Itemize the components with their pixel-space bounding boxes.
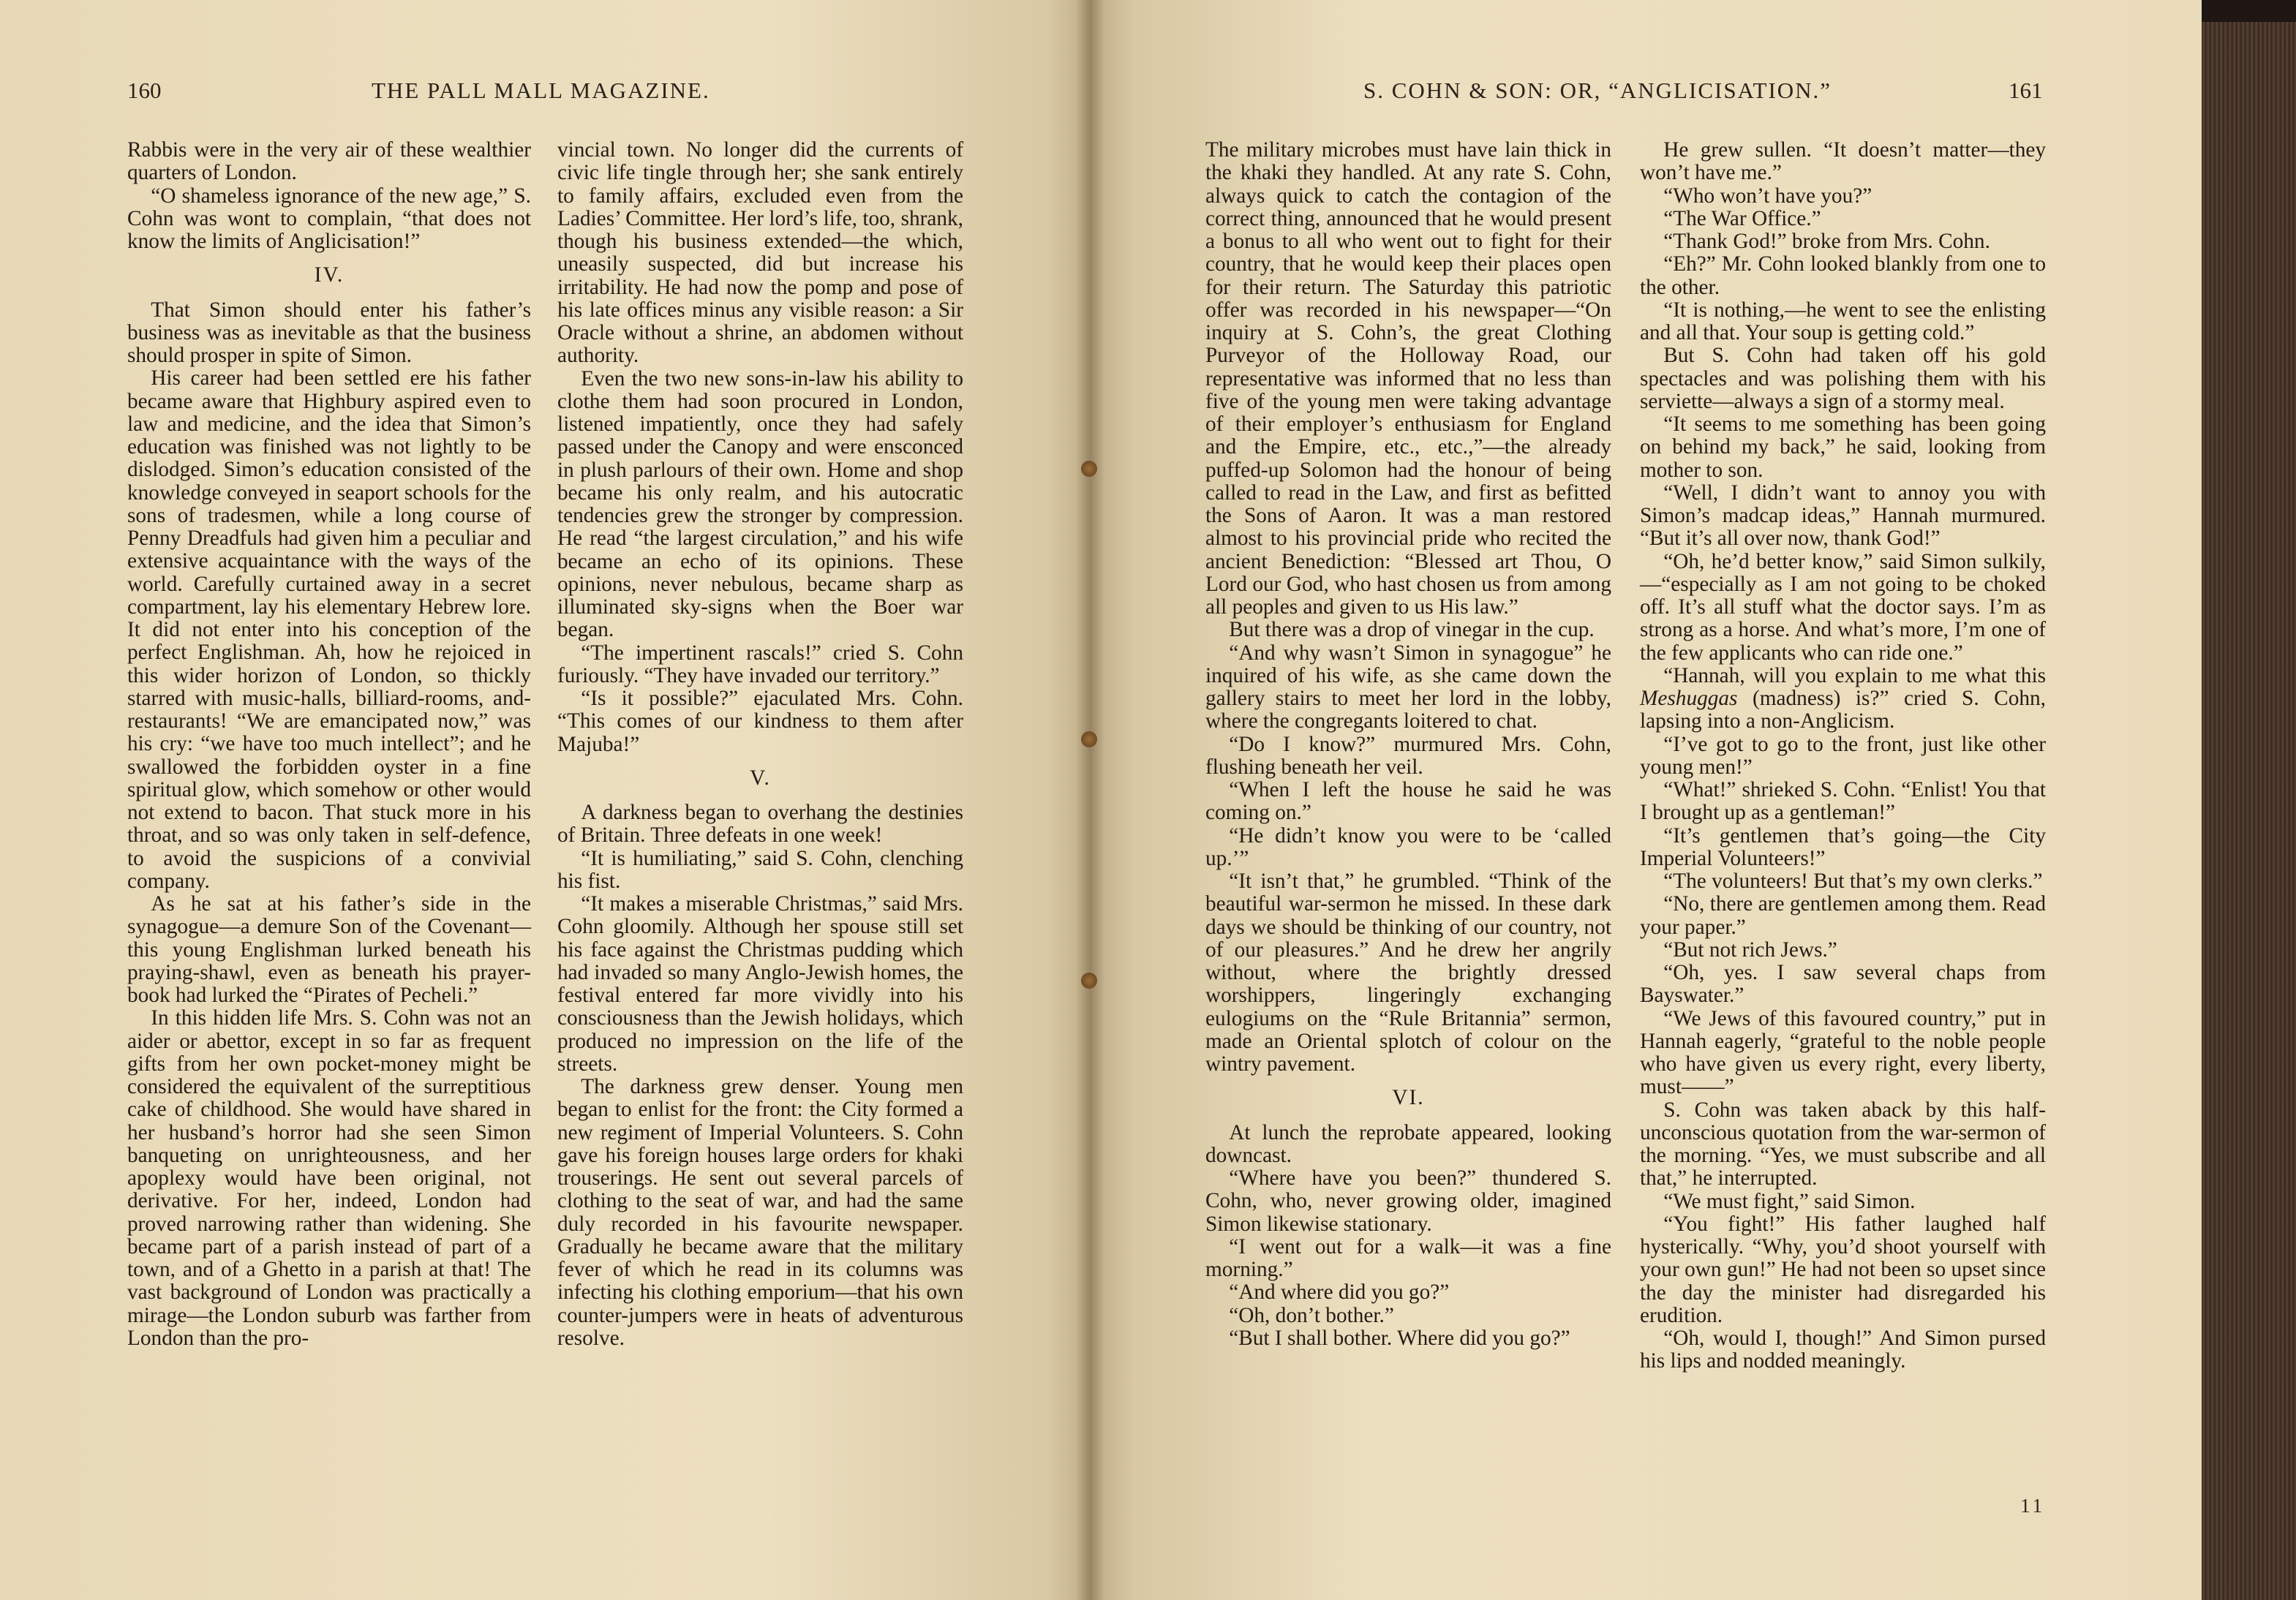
- paragraph: “Oh, yes. I saw several chaps from Bayswater.”: [1640, 961, 2046, 1008]
- paragraph: “Where have you been?” thundered S. Cohn, who, never growing older, imagined Simon likewise stationary.: [1205, 1166, 1611, 1236]
- book-fore-edge: [2202, 0, 2296, 1600]
- paragraph: His career had been settled ere his father became aware that Highbury aspired even to law and medicine, and the idea that Simon’s education was finished was not lightly to be dislodged. Simon’s education consisted of the knowledge conveyed in seaport schools for the sons of tradesmen, while a long course of Penny Dreadfuls had given him a peculiar and extensive acquaintance with the ways of the world. Carefully curtained away in a secret compartment, lay his elementary Hebrew lore. It did not enter into his conception of the perfect Englishman. Ah, how he rejoiced in this wider horizon of London, so thickly starred with music-halls, billiard-rooms, and-restaurants! “We are emancipated now,” was his cry: “we have too much intellect”; and he swallowed the forbidden oyster in a fine spiritual glow, which somehow or other would not extend to bacon. That stuck more in his throat, and so was only taken in self-defence, to avoid the suspicions of a convivial company.: [127, 366, 531, 893]
- paragraph: “And why wasn’t Simon in synagogue” he inquired of his wife, as she came down the gallery stairs to meet her lord in the lobby, where the congregants loitered to chat.: [1205, 641, 1611, 733]
- page-number-left: 160: [127, 78, 162, 103]
- paragraph: “Who won’t have you?”: [1663, 184, 1872, 208]
- right-column-1: [1205, 139, 1611, 1350]
- binding-thread-mark: [1081, 731, 1097, 747]
- page-number-right: 161: [2009, 78, 2043, 103]
- paragraph: “I’ve got to go to the front, just like other young men!”: [1640, 732, 2046, 779]
- right-page: [1090, 0, 2202, 1600]
- running-head-right: S. COHN & SON: OR, “ANGLICISATION.”: [1363, 78, 1832, 103]
- paragraph: “Is it possible?” ejaculated Mrs. Cohn. “This comes of our kindness to them after Majuba!”: [557, 687, 963, 756]
- section-heading: V.: [750, 766, 771, 790]
- paragraph: “O shameless ignorance of the new age,” S. Cohn was wont to complain, “that does not know the limits of Anglicisation!”: [127, 184, 531, 253]
- binding-thread-mark: [1081, 461, 1097, 477]
- paragraph: The military microbes must have lain thick in the khaki they handled. At any rate S. Cohn, always quick to catch the contagion of the correct thing, announced that he would present a bonus to all who went out to fight for their country, that he would keep their places open for their return. The Saturday this patriotic offer was recorded in his newspaper—“On inquiry at S. Cohn’s, the great Clothing Purveyor of the Holloway Road, our representative was informed that no less than five of the young men were taking advantage of their employer’s enthusiasm for England and the Empire, etc., etc.,”—the already puffed-up Solomon had the honour of being called to read in the Law, and first as befitted the Sons of Aaron. It was a man restored almost to his provincial pride who recited the ancient Benediction: “Blessed art Thou, O Lord our God, who hast chosen us from among all peoples and given to us His law.”: [1205, 138, 1611, 619]
- paragraph: “Hannah, will you explain to me what this Meshuggas (madness) is?” cried S. Cohn, lapsing into a non-Anglicism.: [1640, 663, 2046, 733]
- paragraph: But S. Cohn had taken off his gold spectacles and was polishing them with his serviette—always a sign of a stormy meal.: [1640, 344, 2046, 413]
- paragraph: “We must fight,” said Simon.: [1663, 1189, 1916, 1213]
- paragraph: “And where did you go?”: [1229, 1280, 1450, 1305]
- paragraph: “He didn’t know you were to be ‘called up.’”: [1205, 823, 1611, 870]
- paragraph: “No, there are gentlemen among them. Read your paper.”: [1640, 892, 2046, 939]
- paragraph: “When I left the house he said he was coming on.”: [1205, 778, 1611, 825]
- paragraph: “What!” shrieked S. Cohn. “Enlist! You that I brought up as a gentleman!”: [1640, 778, 2046, 825]
- paragraph: Even the two new sons-in-law his ability to clothe them had soon procured in London, listened impatiently, once they had safely passed under the Canopy and were ensconced in plush parlours of their own. Home and shop became his only realm, and his autocratic tendencies grew the stronger by compression. He read “the largest circulation,” and his wife became an echo of its opinions. These opinions, never nebulous, became sharp as illuminated sky-signs when the Boer war began.: [557, 366, 963, 642]
- paragraph: “Oh, don’t bother.”: [1229, 1303, 1394, 1327]
- paragraph: “I went out for a walk—it was a fine morning.”: [1205, 1234, 1611, 1281]
- right-column-2: [1640, 139, 2046, 1373]
- paragraph: “Well, I didn’t want to annoy you with Simon’s madcap ideas,” Hannah murmured. “But it’s all over now, thank God!”: [1640, 480, 2046, 551]
- paragraph: But there was a drop of vinegar in the cup.: [1229, 618, 1595, 642]
- paragraph: In this hidden life Mrs. S. Cohn was not an aider or abettor, except in so far as frequent gifts from her own pocket-money might be considered the equivalent of the surreptitious cake of childhood. She would have shared in her husband’s horror had she seen Simon banqueting on unrighteousness, and her apoplexy would have been original, not derivative. For her, indeed, London had proved narrowing rather than widening. She became part of a parish instead of part of a town, and of a Ghetto in a parish at that! The vast background of London was practically a mirage—the London suburb was farther from London than the pro-: [127, 1006, 531, 1350]
- paragraph: “But I shall bother. Where did you go?”: [1229, 1326, 1570, 1350]
- paragraph: “We Jews of this favoured country,” put in Hannah eagerly, “grateful to the noble people who have given us every right, every liberty, must——”: [1640, 1006, 2046, 1099]
- paragraph: “The War Office.”: [1663, 206, 1821, 230]
- paragraph: “Thank God!” broke from Mrs. Cohn.: [1663, 230, 1990, 253]
- left-column-1: [127, 139, 531, 1350]
- paragraph: “Do I know?” murmured Mrs. Cohn, flushing beneath her veil.: [1205, 732, 1611, 779]
- paragraph: “It is nothing,—he went to see the enlisting and all that. Your soup is getting cold.”: [1640, 298, 2046, 344]
- paragraph: “It is humiliating,” said S. Cohn, clenching his fist.: [557, 846, 963, 893]
- paragraph: “Oh, would I, though!” And Simon pursed his lips and nodded meaningly.: [1640, 1327, 2046, 1373]
- paragraph: That Simon should enter his father’s business was as inevitable as that the business should prosper in spite of Simon.: [127, 298, 531, 367]
- paragraph: “The volunteers! But that’s my own clerks.”: [1663, 869, 2043, 893]
- paragraph: S. Cohn was taken aback by this half-unconscious quotation from the war-sermon of the morning. “Yes, we must subscribe and all that,” he interrupted.: [1640, 1098, 2046, 1190]
- paragraph: As he sat at his father’s side in the synagogue—a demure Son of the Covenant—this young Englishman lurked beneath his praying-shawl, even as beneath his prayer-book had lurked the “Pirates of Pecheli.”: [127, 892, 531, 1007]
- binding-thread-mark: [1081, 973, 1097, 989]
- paragraph: At lunch the reprobate appeared, looking downcast.: [1205, 1120, 1611, 1167]
- paragraph: He grew sullen. “It doesn’t matter—they won’t have me.”: [1640, 138, 2046, 185]
- left-page: [0, 0, 1090, 1600]
- paragraph: “But not rich Jews.”: [1663, 937, 1837, 962]
- paragraph: “The impertinent rascals!” cried S. Cohn furiously. “They have invaded our territory.”: [557, 641, 963, 687]
- signature-mark: 11: [2020, 1495, 2045, 1517]
- paragraph: “Eh?” Mr. Cohn looked blankly from one to the other.: [1640, 252, 2046, 299]
- paragraph: “It isn’t that,” he grumbled. “Think of the beautiful war-sermon he missed. In these dark days we should be thinking of our country, not of our pleasures.” And he drew her angrily without, where the brightly dressed worshippers, lingeringly exchanging eulogiums on the “Rule Britannia” sermon, made an Oriental splotch of colour on the wintry pavement.: [1205, 869, 1611, 1076]
- paragraph: The darkness grew denser. Young men began to enlist for the front: the City formed a new regiment of Imperial Volunteers. S. Cohn gave his foreign houses large orders for khaki trouserings. He sent out several parcels of clothing to the seat of war, and had the same duly recorded in his favourite newspaper. Gradually he became aware that the military fever of which he read in its columns was infecting his clothing emporium—that his own counter-jumpers were in heats of adventurous resolve.: [557, 1075, 963, 1350]
- paragraph: “You fight!” His father laughed half hysterically. “Why, you’d shoot yourself with your own gun!” He had not been so upset since the day the minister had disregarded his erudition.: [1640, 1212, 2046, 1327]
- paragraph: “It’s gentlemen that’s going—the City Imperial Volunteers!”: [1640, 823, 2046, 870]
- paragraph: “It seems to me something has been going on behind my back,” he said, looking from mother to son.: [1640, 412, 2046, 482]
- paragraph: Rabbis were in the very air of these wealthier quarters of London.: [127, 138, 531, 185]
- paragraph: A darkness began to overhang the destinies of Britain. Three defeats in one week!: [557, 801, 963, 848]
- paragraph: “It makes a miserable Christmas,” said Mrs. Cohn gloomily. Although her spouse still set his face against the Christmas pudding which had invaded so many Anglo-Jewish homes, the festival entered far more vividly into his consciousness than the Jewish holidays, which produced no impression on the life of the streets.: [557, 892, 963, 1076]
- section-heading: VI.: [1392, 1086, 1425, 1110]
- gutter-shadow: [1075, 0, 1104, 1600]
- running-head-left: THE PALL MALL MAGAZINE.: [372, 78, 710, 103]
- paragraph: “Oh, he’d better know,” said Simon sulkily,—“especially as I am not going to be choked off. It’s all stuff what the doctor says. I’m as strong as a horse. And what’s more, I’m one of the few applicants who can ride one.”: [1640, 549, 2046, 665]
- section-heading: IV.: [314, 263, 345, 287]
- paragraph: vincial town. No longer did the currents of civic life tingle through her; she sank entirely to family affairs, excluded even from the Ladies’ Committee. Her lord’s life, too, shrank, though his business extended—the which, uneasily suspected, did but increase his irritability. He had now the pomp and pose of his late offices minus any visible reason: a Sir Oracle without a shrine, an abdomen without authority.: [557, 138, 963, 368]
- left-column-2: [557, 139, 963, 1350]
